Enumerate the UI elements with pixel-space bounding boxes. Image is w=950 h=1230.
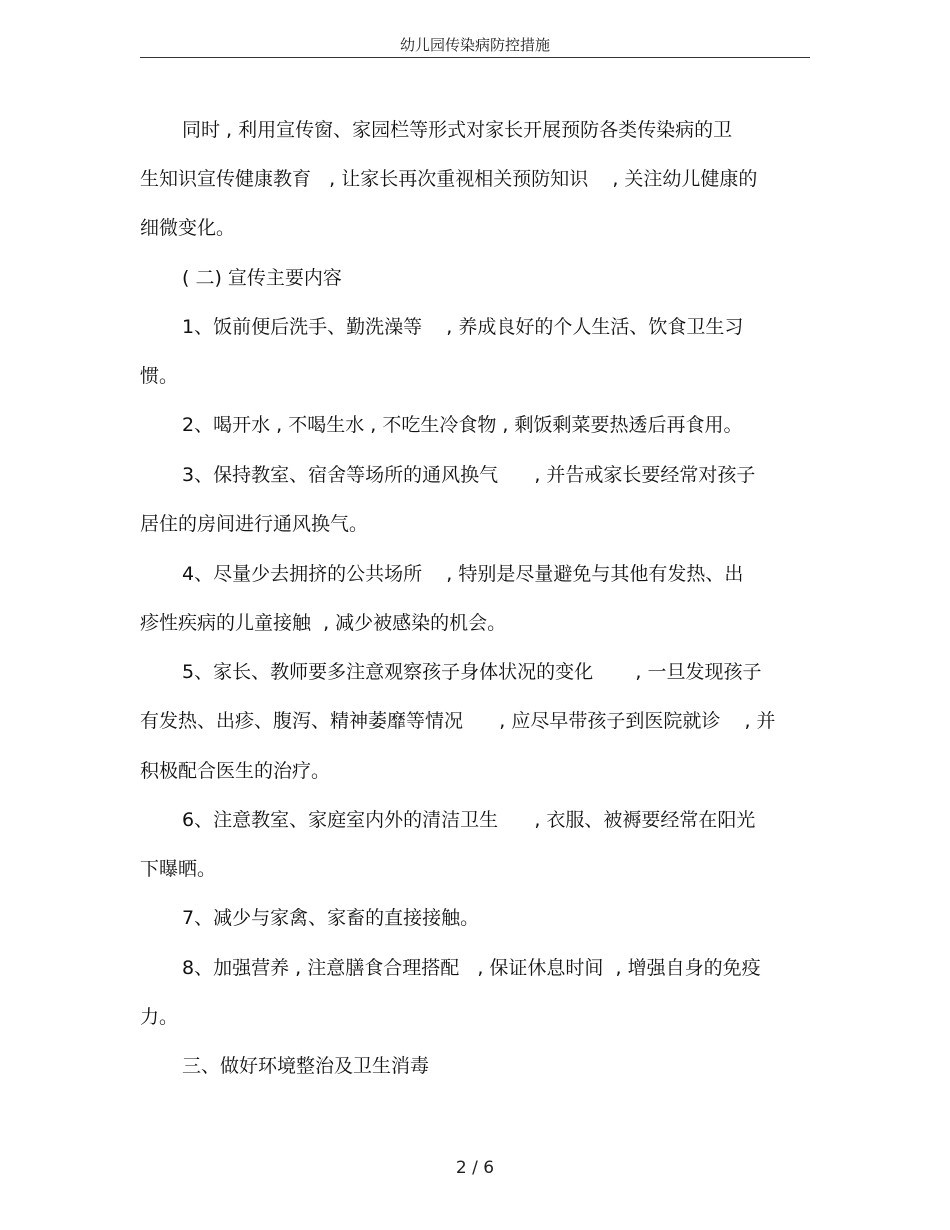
list-item-line: 5、家长、教师要多注意观察孩子身体状况的变化 , 一旦发现孩子 (182, 661, 762, 683)
list-item-line: 2、喝开水 , 不喝生水 , 不吃生冷食物 , 剩饭剩菜要热透后再食用。 (182, 414, 743, 436)
header-divider (140, 57, 810, 58)
page-number: 2 / 6 (455, 1158, 495, 1178)
list-item-line: 4、尽量少去拥挤的公共场所 , 特别是尽量避免与其他有发热、出 (182, 563, 744, 585)
list-item-line: 8、加强营养 , 注意膳食合理搭配 , 保证休息时间 , 增强自身的免疫 (182, 957, 761, 979)
list-item-line: 疹性疾病的儿童接触 , 减少被感染的机会。 (140, 612, 507, 634)
list-item-line: 有发热、出疹、腹泻、精神萎靡等情况 , 应尽早带孩子到医院就诊 , 并 (140, 710, 776, 732)
list-item-line: 力。 (140, 1006, 179, 1028)
list-item-line: 积极配合医生的治疗。 (140, 760, 331, 782)
list-item-line: 3、保持教室、宿舍等场所的通风换气 , 并告戒家长要经常对孩子 (182, 464, 756, 486)
list-item-line: 6、注意教室、家庭室内外的清洁卫生 , 衣服、被褥要经常在阳光 (182, 809, 756, 831)
list-item-line: 惯。 (140, 365, 179, 387)
list-item-line: 下曝晒。 (140, 858, 217, 880)
paragraph-line: 生知识宣传健康教育 , 让家长再次重视相关预防知识 , 关注幼儿健康的 (140, 168, 758, 190)
paragraph-line: 同时 , 利用宣传窗、家园栏等形式对家长开展预防各类传染病的卫 (182, 119, 733, 141)
section-heading: ( 二) 宣传主要内容 (182, 267, 342, 289)
section-heading: 三、做好环境整治及卫生消毒 (182, 1055, 430, 1077)
running-header: 幼儿园传染病防控措施 (399, 36, 550, 54)
list-item-line: 7、减少与家禽、家畜的直接接触。 (182, 907, 480, 929)
list-item-line: 1、饭前便后洗手、勤洗澡等 , 养成良好的个人生活、饮食卫生习 (182, 316, 744, 338)
list-item-line: 居住的房间进行通风换气。 (140, 513, 369, 535)
paragraph-line: 细微变化。 (140, 217, 236, 239)
